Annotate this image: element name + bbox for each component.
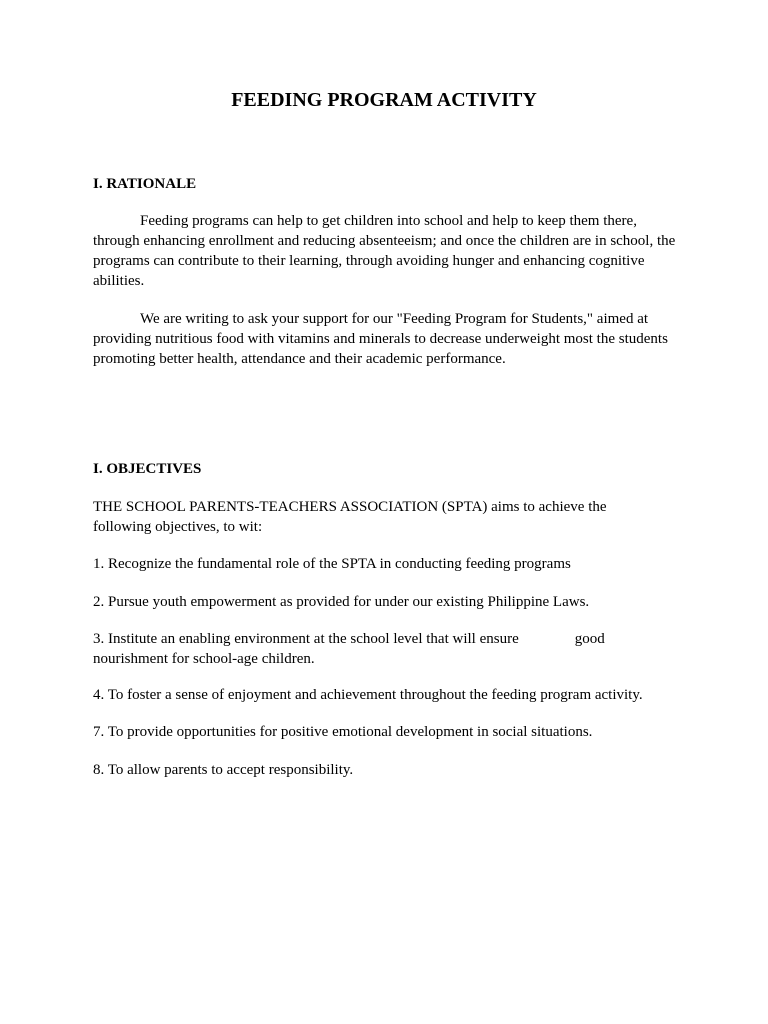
objective-item-1: 1. Recognize the fundamental role of the SPTA in conducting feeding programs <box>93 556 571 572</box>
rationale-paragraph-1: Feeding programs can help to get children into school and help to keep them there, through enhancing enrollment and reducing absenteeism; and once the children are in school, the programs can contribute to their learning, through avoiding hunger and enhancing cognitive abilities. <box>93 213 676 289</box>
objective-item-4: 4. To foster a sense of enjoyment and achievement throughout the feeding program activity. <box>93 687 643 703</box>
objectives-heading: I. OBJECTIVES <box>93 461 202 477</box>
rationale-heading: I. RATIONALE <box>93 176 197 192</box>
objective-item-8: 8. To allow parents to accept responsibility. <box>93 762 354 778</box>
objective-item-3-part-b: good nourishment for school-age children. <box>93 631 605 667</box>
document-title: FEEDING PROGRAM ACTIVITY <box>231 89 537 111</box>
objective-item-3 <box>93 629 653 669</box>
rationale-paragraph-2: We are writing to ask your support for our "Feeding Program for Students," aimed at providing nutritious food with vitamins and minerals to decrease underweight most the students promoting better health, attendance and their academic performance. <box>93 311 668 367</box>
objectives-intro: THE SCHOOL PARENTS-TEACHERS ASSOCIATION (SPTA) aims to achieve the following objectives, to wit: <box>93 499 607 535</box>
objective-item-7: 7. To provide opportunities for positive emotional development in social situations. <box>93 724 593 740</box>
objective-item-2: 2. Pursue youth empowerment as provided for under our existing Philippine Laws. <box>93 594 590 610</box>
objective-item-3-part-a: 3. Institute an enabling environment at the school level that will ensure <box>93 631 519 647</box>
